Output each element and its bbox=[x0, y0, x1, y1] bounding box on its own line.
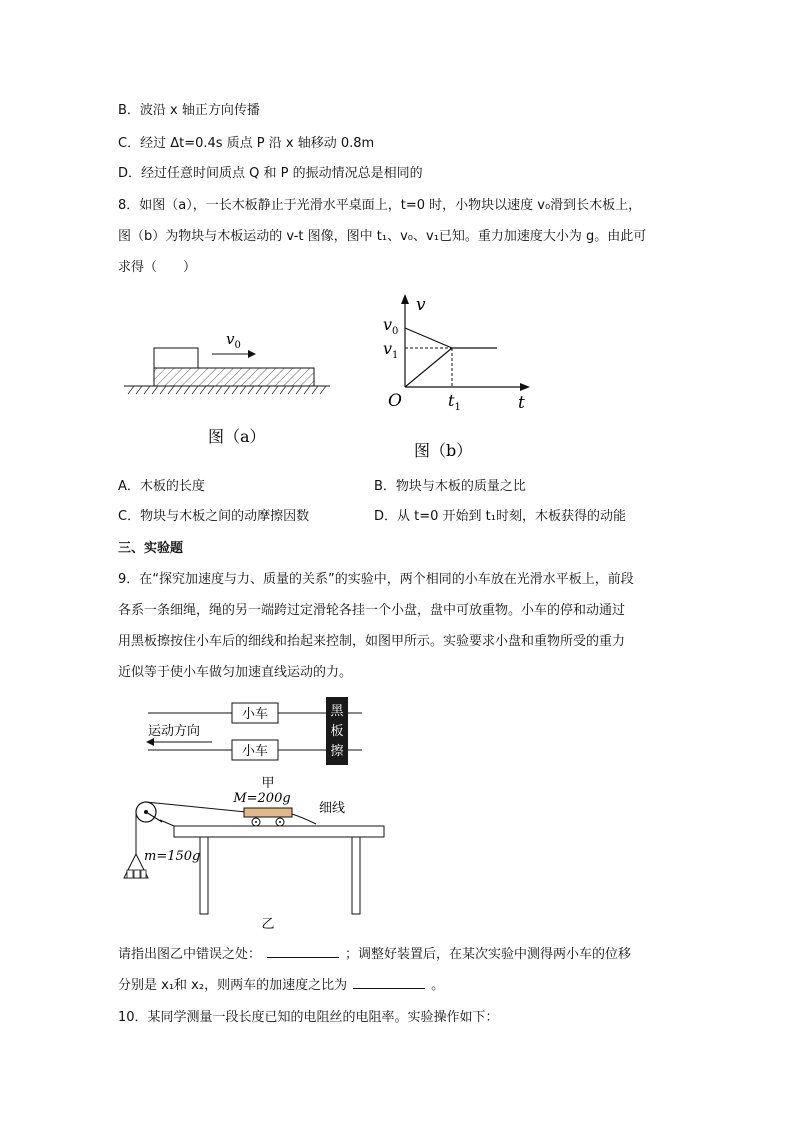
string-label: 细线 bbox=[319, 801, 346, 816]
figure-yi-caption: 乙 bbox=[261, 917, 275, 932]
direction-label: 运动方向 bbox=[148, 724, 201, 739]
section-heading: 三、实验题 bbox=[118, 541, 184, 556]
figure-a-caption: 图（a） bbox=[208, 427, 266, 446]
figure-jia bbox=[140, 697, 380, 795]
eraser-char-3: 擦 bbox=[330, 744, 344, 759]
fill1-suffix: ；调整好装置后，在某次实验中测得两小车的位移 bbox=[345, 947, 632, 962]
fill2-suffix: 。 bbox=[431, 978, 445, 993]
table-leg-right bbox=[352, 837, 360, 914]
car bbox=[244, 808, 292, 817]
t-axis-label: t bbox=[518, 393, 525, 413]
t1-tick-label: $t_1$ bbox=[448, 391, 461, 413]
q9-fill-line-1 bbox=[118, 945, 631, 965]
board bbox=[154, 368, 314, 386]
q9-line-3: 用黑板擦按住小车后的细线和抬起来控制，如图甲所示。实验要求小盘和重物所受的重力 bbox=[118, 634, 626, 649]
q8-option-c: C．物块与木板之间的动摩擦因数 bbox=[118, 509, 310, 524]
q8-line-3: 求得（ ） bbox=[118, 260, 197, 275]
v0-tick-label: $v_0$ bbox=[383, 315, 399, 337]
q9-line-1: 9．在“探究加速度与力、质量的关系”的实验中，两个相同的小车放在光滑水平板上，前段 bbox=[118, 572, 634, 587]
figure-yi bbox=[112, 786, 402, 934]
ground-hatch bbox=[128, 386, 326, 394]
fill2-prefix: 分别是 x₁和 x₂，则两车的加速度之比为 bbox=[118, 978, 348, 993]
q8-option-b: B．物块与木板的质量之比 bbox=[374, 479, 526, 494]
origin-label: O bbox=[388, 391, 402, 411]
car-top-label: 小车 bbox=[241, 707, 269, 722]
car-mass: M=200g bbox=[233, 791, 291, 806]
pan-mass: m=150g bbox=[144, 849, 201, 864]
option-d-prev: D．经过任意时间质点 Q 和 P 的振动情况总是相同的 bbox=[118, 166, 423, 181]
tail-string bbox=[292, 814, 316, 824]
v0-label: $v_0$ bbox=[226, 330, 241, 351]
figure-b-caption: 图（b） bbox=[414, 441, 473, 460]
v-axis-label: v bbox=[416, 295, 426, 315]
figure-b-vt-graph bbox=[352, 290, 552, 470]
table-top bbox=[174, 826, 384, 837]
eraser-char-1: 黑 bbox=[330, 704, 344, 719]
eraser-char-2: 板 bbox=[330, 724, 344, 739]
q8-option-a: A．木板的长度 bbox=[118, 479, 205, 494]
option-b-prev: B．波沿 x 轴正方向传播 bbox=[118, 103, 260, 118]
q8-option-d: D．从 t=0 开始到 t₁时刻，木板获得的动能 bbox=[374, 509, 626, 524]
q8-line-1: 8．如图（a），一长木板静止于光滑水平桌面上，t=0 时，小物块以速度 v₀滑到长木板上， bbox=[118, 198, 642, 213]
fill1-prefix: 请指出图乙中错误之处： bbox=[118, 947, 262, 962]
option-c-prev: C．经过 Δt=0.4s 质点 P 沿 x 轴移动 0.8m bbox=[118, 136, 375, 151]
v1-tick-label: $v_1$ bbox=[383, 339, 399, 361]
block-line bbox=[405, 328, 452, 348]
blank-2[interactable] bbox=[353, 976, 425, 989]
block bbox=[154, 348, 198, 368]
figure-jia-caption: 甲 bbox=[261, 776, 275, 791]
board-line bbox=[405, 348, 452, 387]
blank-1[interactable] bbox=[267, 945, 339, 958]
q9-line-2: 各系一条细绳，绳的另一端跨过定滑轮各挂一个小盘，盘中可放重物。小车的停和动通过 bbox=[118, 603, 626, 618]
q9-fill-line-2 bbox=[118, 976, 444, 996]
q10-line: 10．某同学测量一段长度已知的电阻丝的电阻率。实验操作如下： bbox=[118, 1010, 499, 1025]
q9-line-4: 近似等于使小车做匀加速直线运动的力。 bbox=[118, 665, 353, 680]
table-leg-left bbox=[200, 837, 208, 914]
string bbox=[146, 802, 246, 812]
figure-a bbox=[120, 320, 340, 450]
car-bottom-label: 小车 bbox=[241, 744, 269, 759]
q8-line-2: 图（b）为物块与木板运动的 v-t 图像，图中 t₁、v₀、v₁已知。重力加速度大小为 g。由此可 bbox=[118, 229, 647, 244]
